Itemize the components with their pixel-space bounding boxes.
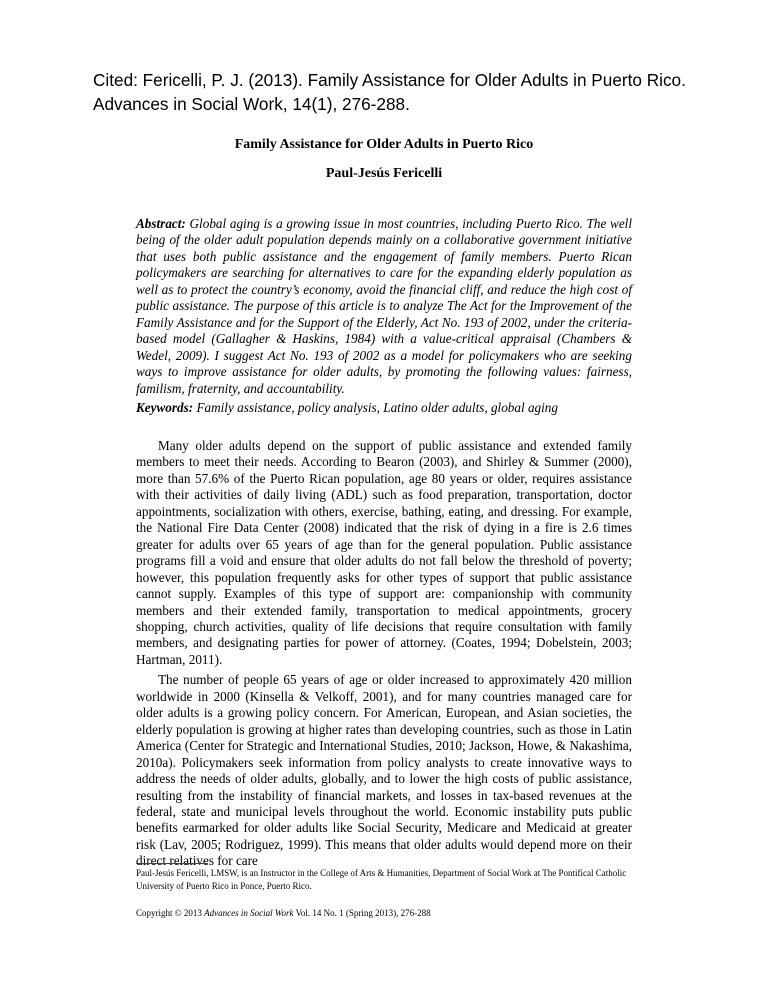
keywords-text: Family assistance, policy analysis, Latino older adults, global aging [196, 400, 558, 415]
abstract-label: Abstract: [136, 216, 186, 231]
copyright-line [136, 907, 636, 920]
journal-name: Advances in Social Work [204, 908, 294, 918]
author-name: Paul-Jesús Fericelli [325, 166, 443, 181]
copyright-prefix: Copyright © 2013 [136, 908, 202, 918]
footnote-divider [136, 863, 208, 864]
body-paragraph-1: Many older adults depend on the support of public assistance and extended family members to meet their needs. According to Bearon (2003), and Shirley & Summer (2000), more than 57.6% of the Puerto Rican population, age 80 years or older, requires assistance with their activities of daily living (ADL) such as food preparation, transportation, doctor appointments, socialization with others, exercise, bathing, eating, and dressing. For example, the National Fire Data Center (2008) indicated that the risk of dying in a fire is 2.6 times greater for adults over 65 years of age than for the general population. Public assistance programs fill a void and ensure that older adults do not fall below the threshold of poverty; however, this population frequently asks for other types of support that public assistance cannot supply. Examples of this type of support are: companionship with community members and their extended family, transportation to medical appointments, grocery shopping, church activities, quality of life decisions that require consultation with family members, and designating parties for power of attorney. (Coates, 1994; Dobelstein, 2003; Hartman, 2011). [136, 438, 632, 667]
article-body [136, 438, 632, 870]
keywords-label: Keywords: [136, 400, 194, 415]
body-paragraph-2: The number of people 65 years of age or older increased to approximately 420 million worldwide in 2000 (Kinsella & Velkoff, 2001), and for many countries managed care for older adults is a growing policy concern. For American, European, and Asian societies, the elderly population is growing at higher rates than developing countries, such as those in Latin America (Center for Strategic and International Studies, 2010; Jackson, Howe, & Nakashima, 2010a). Policymakers seek information from policy analysts to create innovative ways to address the needs of older adults, globally, and to lower the high costs of public assistance, resulting from the instability of financial markets, and losses in tax-based revenues at the federal, state and municipal levels throughout the world. Economic instability puts public benefits earmarked for older adults like Social Security, Medicare and Medicaid at greater risk (Lav, 2005; Rodriguez, 1999). This means that older adults would depend more on their direct relatives for care [136, 672, 632, 869]
copyright-suffix: Vol. 14 No. 1 (Spring 2013), 276-288 [295, 908, 431, 918]
abstract-text: Global aging is a growing issue in most countries, including Puerto Rico. The well being of the older adult population depends mainly on a collaborative government initiative that uses both public assistance and the engagement of family members. Puerto Rican policymakers are searching for alternatives to care for the expanding elderly population as well as to protect the country’s economy, avoid the financial cliff, and reduce the high cost of public assistance. The purpose of this article is to analyze The Act for the Improvement of the Family Assistance and for the Support of the Elderly, Act No. 193 of 2002, under the criteria-based model (Gallagher & Haskins, 1984) with a value-critical appraisal (Chambers & Wedel, 2009). I suggest Act No. 193 of 2002 as a model for policymakers who are seeking ways to improve assistance for older adults, by promoting the following values: fairness, familism, fraternity, and accountability. [136, 216, 633, 396]
citation-header: Cited: Fericelli, P. J. (2013). Family Assistance for Older Adults in Puerto Rico. Advances in Social Work, 14(1), 276-288. [93, 70, 686, 114]
author-footnote: Paul-Jesús Fericelli, LMSW, is an Instructor in the College of Arts & Humanities, Department of Social Work at The Pontifical Catholic University of Puerto Rico in Ponce, Puerto Rico. [136, 868, 627, 891]
abstract [136, 216, 632, 397]
article-title: Family Assistance for Older Adults in Puerto Rico [234, 137, 534, 152]
keywords [136, 400, 632, 416]
